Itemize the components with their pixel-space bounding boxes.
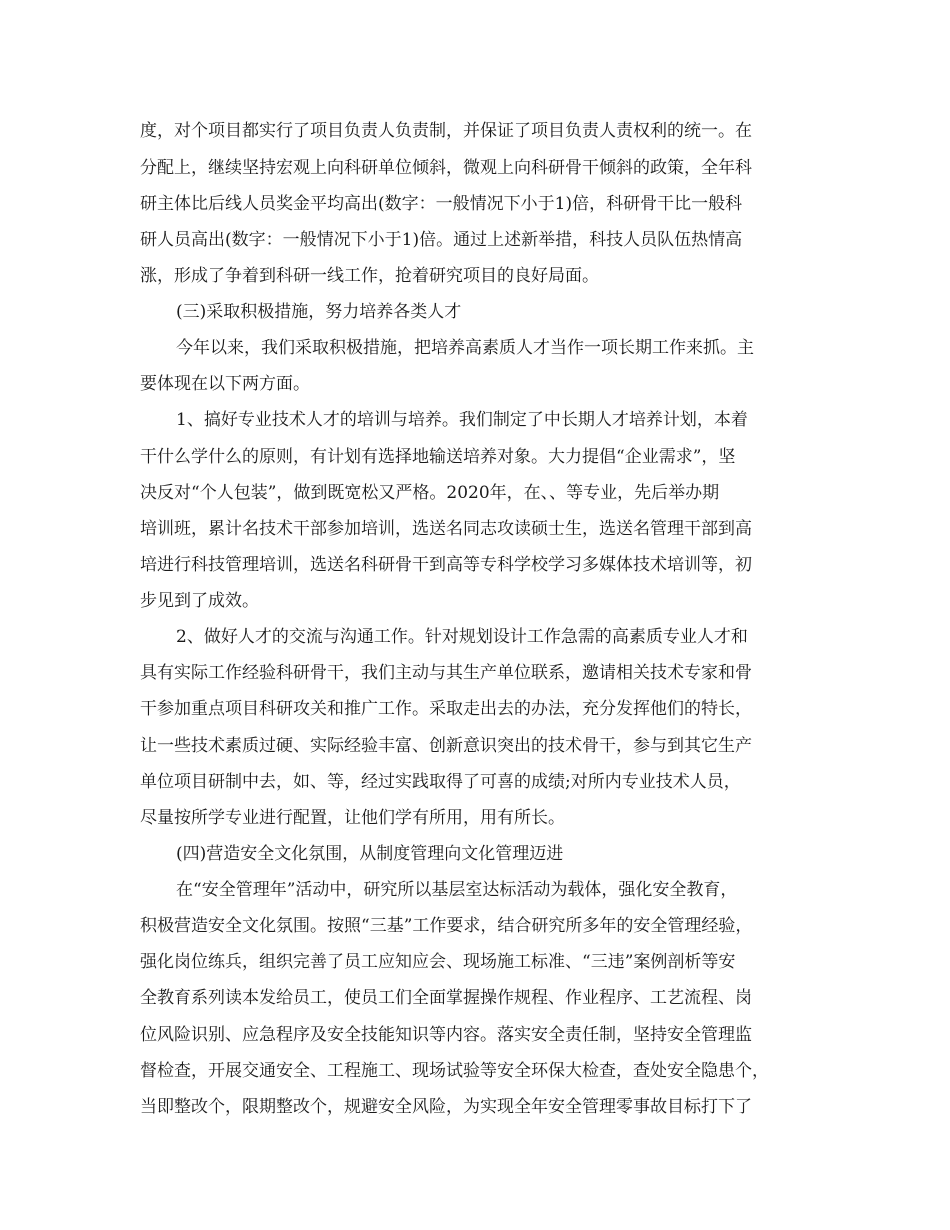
text-line: 要体现在以下两方面。 [140, 374, 310, 394]
text-line: 干参加重点项目科研攻关和推广工作。采取走出去的办法，充分发挥他们的特长， [140, 699, 752, 719]
text-line: 具有实际工作经验科研骨干，我们主动与其生产单位联系，邀请相关技术专家和骨 [140, 663, 752, 683]
text-line: 全教育系列读本发给员工，使员工们全面掌握操作规程、作业程序、工艺流程、岗 [140, 988, 752, 1008]
text-line: 2、做好人才的交流与沟通工作。针对规划设计工作急需的高素质专业人才和 [176, 627, 748, 647]
text-line: 培训班，累计名技术干部参加培训，选送名同志攻读硕士生，选送名管理干部到高 [140, 519, 752, 539]
text-line: 积极营造安全文化氛围。按照“三基”工作要求，结合研究所多年的安全管理经验， [140, 916, 753, 936]
text-line: 度，对个项目都实行了项目负责人负责制，并保证了项目负责人责权利的统一。在 [140, 121, 752, 141]
text-line: 分配上，继续坚持宏观上向科研单位倾斜，微观上向科研骨干倾斜的政策，全年科 [140, 158, 752, 178]
text-line: 强化岗位练兵，组织完善了员工应知应会、现场施工标准、“三违”案例剖析等安 [140, 952, 736, 972]
text-line: 研主体比后线人员奖金平均高出(数字：一般情况下小于1)倍，科研骨干比一般科 [140, 194, 743, 214]
text-line: 培进行科技管理培训，选送名科研骨干到高等专科学校学习多媒体技术培训等，初 [140, 555, 752, 575]
text-line: 尽量按所学专业进行配置，让他们学有所用，用有所长。 [140, 808, 565, 828]
text-line: 决反对“个人包装”，做到既宽松又严格。2020年，在、、等专业，先后举办期 [140, 483, 720, 503]
text-line: 步见到了成效。 [140, 591, 259, 611]
text-line: 让一些技术素质过硬、实际经验丰富、创新意识突出的技术骨干，参与到其它生产 [140, 736, 752, 756]
text-line: 涨，形成了争着到科研一线工作，抢着研究项目的良好局面。 [140, 266, 599, 286]
text-line: 1、搞好专业技术人才的培训与培养。我们制定了中长期人才培养计划，本着 [176, 410, 748, 430]
text-line: 当即整改个，限期整改个，规避安全风险，为实现全年安全管理零事故目标打下了 [140, 1097, 752, 1117]
section-heading: (四)营造安全文化氛围，从制度管理向文化管理迈进 [176, 844, 564, 864]
section-heading: (三)采取积极措施，努力培养各类人才 [176, 302, 462, 322]
text-line: 位风险识别、应急程序及安全技能知识等内容。落实安全责任制，坚持安全管理监 [140, 1025, 752, 1045]
text-line: 单位项目研制中去，如、等，经过实践取得了可喜的成绩;对所内专业技术人员， [140, 772, 741, 792]
text-line: 在“安全管理年”活动中，研究所以基层室达标活动为载体，强化安全教育， [176, 880, 738, 900]
text-line: 今年以来，我们采取积极措施，把培养高素质人才当作一项长期工作来抓。主 [176, 338, 754, 358]
text-line: 督检查，开展交通安全、工程施工、现场试验等安全环保大检查，查处安全隐患个， [140, 1061, 769, 1081]
text-line: 干什么学什么的原则，有计划有选择地输送培养对象。大力提倡“企业需求”，坚 [140, 447, 736, 467]
text-line: 研人员高出(数字：一般情况下小于1)倍。通过上述新举措，科技人员队伍热情高 [140, 230, 743, 250]
